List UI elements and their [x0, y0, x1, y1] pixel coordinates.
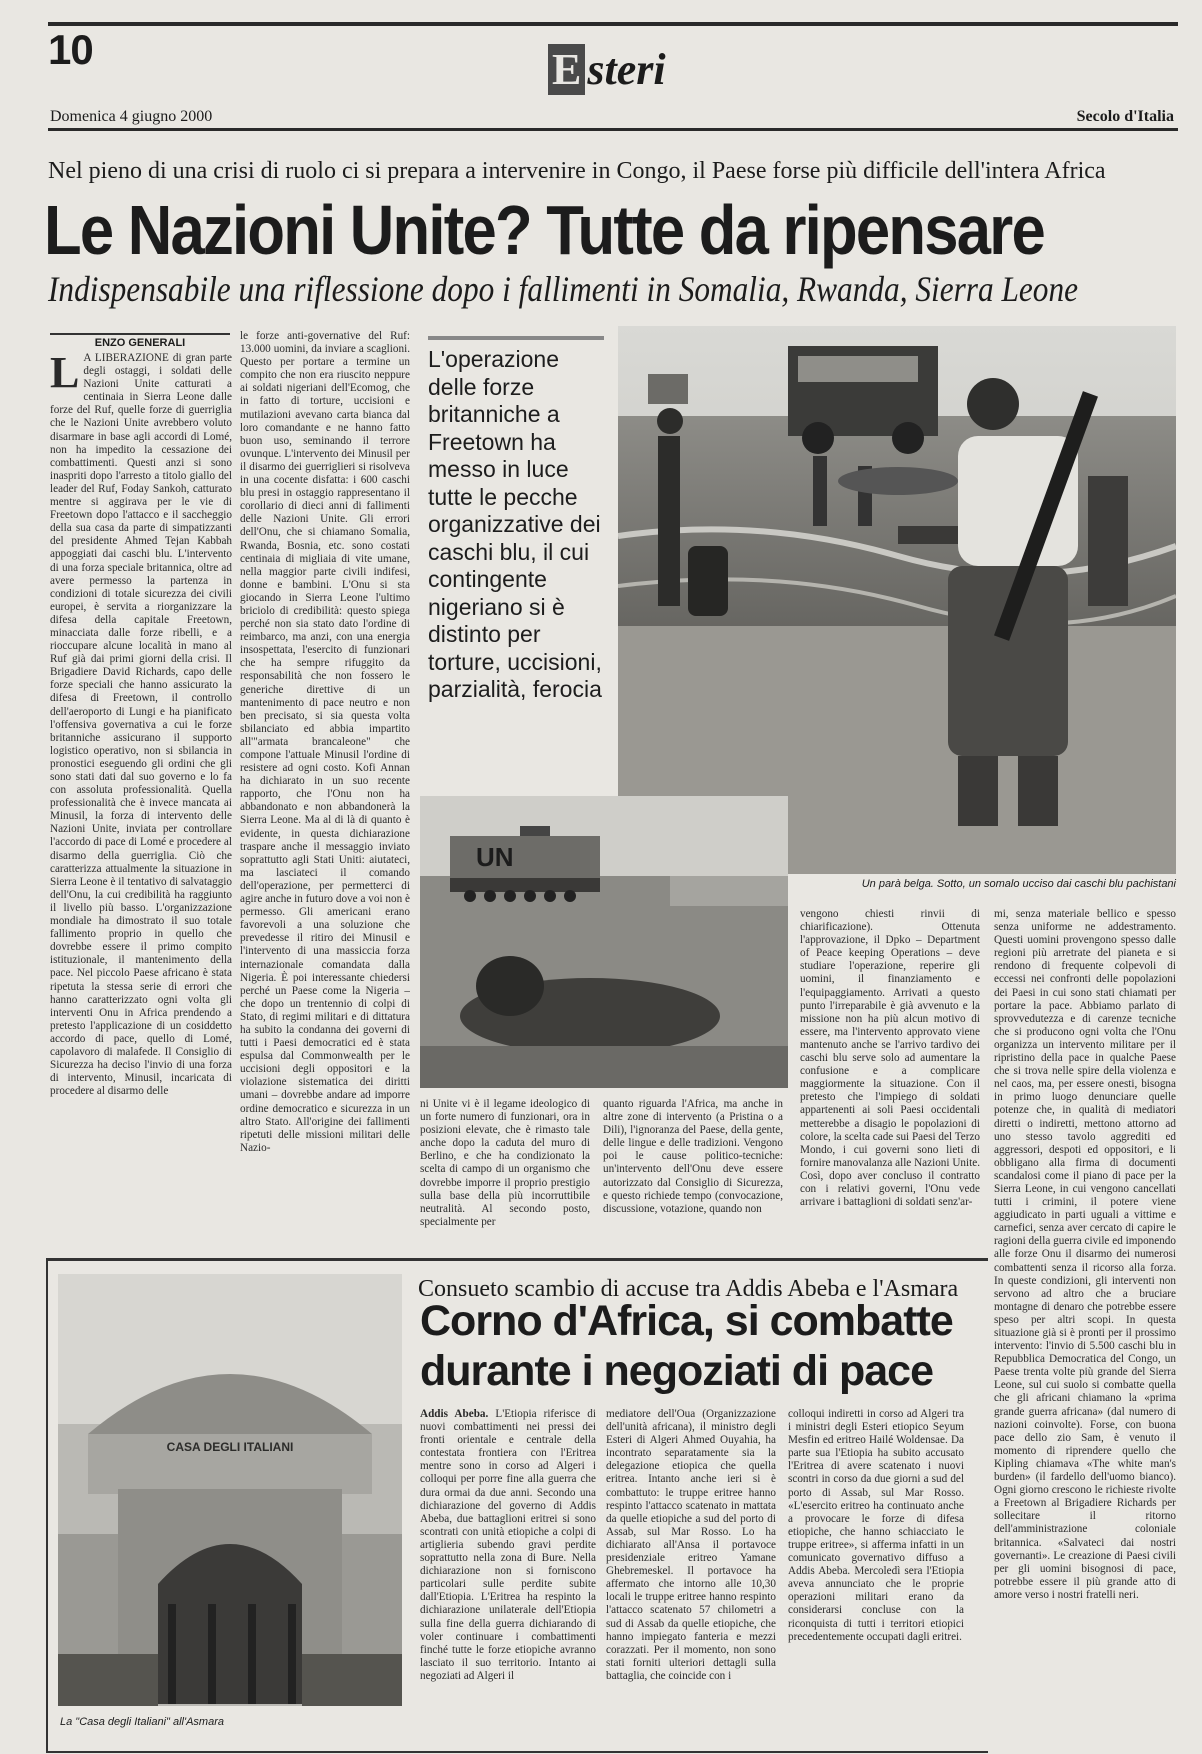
- second-column-3-text: colloqui indiretti in corso ad Algeri tra i ministri degli Esteri etiopico Seyum Mesfin ed eritreo Hailé Woldensae. Da parte sua l'Etiopia ha subito accusato l'Eritrea di avere scatenato i nuovi scontri in corso da due giorni a sud del porto di Assab, sul Mar Rosso. «L'esercito eritreo ha continuato anche a provocare le forze di difesa etiopiche, che hanno schiacciato le truppe eritree», si afferma infatti in un comunicato governativo diffuso a Addis Abeba. Mercoledì sera l'Etiopia aveva annunciato che le proprie operazioni militari erano da considerarsi concluse con la riconquista di tutti i territori etiopici precedentemente occupati dagli eritrei.: [788, 1408, 964, 1643]
- top-rule: [48, 22, 1178, 26]
- un-vehicle-image: [420, 796, 788, 1088]
- second-column-2-text: mediatore dell'Oua (Organizzazione dell'unità africana), il ministro degli Esteri di Algeri Ahmed Ouyahia, ha incontrato separatamente sia la delegazione etiopica che quella eritrea. Intanto anche ieri si è combattuto: le truppe eritree hanno respinto l'attacco scatenato in mattata da quelle etiopiche a sud del porto di Assab, sul Mar Rosso. Lo ha dichiarato all'Ansa il portavoce presidenziale eritreo Yamane Ghebremeskel. Il portavoce ha affermato che intorno alle 10,30 locali le truppe eritree hanno respinto l'attacco scatenato 57 chilometri a sud di Assab da quelle etiopiche, che hanno impiegato fanteria e mezzi corazzati. Per il momento, non sono stati forniti ulteriori dettagli sulla battaglia, che coincide con i: [606, 1408, 776, 1682]
- column-6-text: mi, senza materiale bellico e spesso senza uniforme ne addestramento. Questi uomini provengono spesso dalle regioni più arretrate del pianeta e si rendono di frequente colpevoli di eccessi nei confronti delle popolazioni dei Paesi in cui sono stati chiamati per portare la pace. Abbiamo parlato di sprovvedutezza e di carenze tecniche che si producono ogni volta che l'Onu organizza un intervento militare per il ripristino della pace in qualche Paese che si trova nelle spire della violenza e nel caos, ma, per essere onesti, bisogna in primo luogo denunciare quelle potenze che, in qualità di mediatori diretti o indiretti, mettono attorno ad uno stesso tavolo aggrediti ed aggressori, despoti ed oppositori, e li obbligano alla firma di documenti scandalosi come il piano di pace per la Sierra Leone, in cui vengono cancellati tutti i crimini, il potere viene aggiudicato in parti uguali a vittime e carnefici, senza aver cercato di capire le ragioni della guerra civile ed imponendo alle forze Onu il disarmo dei numerosi combattenti senza il ricorso alla forza. In queste condizioni, gli interventi non servono ad altro che a bruciare montagne di denaro che potrebbe essere speso per altri scopi. In questa situazione già si è pronti per il prossimo intervento: l'invio di 5.500 caschi blu in Repubblica Democratica del Congo, un Paese trenta volte più grande del Sierra Leone, sul cui suolo si combatte quella che gli africani chiamano la «prima grande guerra africana» (dal numero di nazioni coinvolte). Forse, con buona pace dello zio Sam, è venuto il momento di riprendere quello che Kipling chiamava «The white man's burden» (il fardello dell'uomo bianco). Ogni giorno crescono le richieste rivolte a Freetown al Brigadiere Richards per sollecitare il ritorno dell'amministrazione coloniale britannica. «Salvateci dai nostri governanti». Le creazione di Paesi civili per gli uomini bisognosi di pace, potrebbe essere il più grande atto di amore verso i nostri fratelli neri.: [994, 908, 1176, 1601]
- photo-caption-casa: La "Casa degli Italiani" all'Asmara: [60, 1716, 224, 1728]
- section-title: [548, 44, 666, 95]
- section-initial: E: [548, 44, 585, 95]
- column-3-text: ni Unite vi è il legame ideologico di un forte numero di funzionari, ora in posizioni elevate, che è rimasto tale anche dopo la caduta del muro di Berlino, e che ha condizionato la scelta di campo di un organismo che dovrebbe imporre il proprio prestigio sulla base della più incorruttibile neutralità. Al secondo posto, specialmente per: [420, 1098, 590, 1228]
- second-article-kicker: Consueto scambio di accuse tra Addis Abeba e l'Asmara: [418, 1276, 959, 1302]
- article-column-2: [240, 330, 410, 1246]
- casa-italiani-image: [58, 1274, 402, 1706]
- article-headline: Le Nazioni Unite? Tutte da ripensare: [44, 191, 1044, 269]
- second-article-column-3: [788, 1408, 964, 1742]
- article-subheadline: Indispensabile una riflessione dopo i fallimenti in Somalia, Rwanda, Sierra Leone: [48, 269, 1079, 309]
- drop-cap: L: [50, 352, 80, 397]
- byline: ENZO GENERALI: [50, 333, 230, 349]
- article-column-4: [603, 1098, 783, 1246]
- photo-un-vehicle: [420, 796, 788, 1088]
- article-column-5: [800, 908, 980, 1246]
- column-1-text: A LIBERAZIONE di gran parte degli ostaggi, i soldati delle Nazioni Unite catturati a centinaia in Sierra Leone dalle forze del Ruf, quelle forze di guerriglia che le Nazioni Unite avrebbero voluto disarmare in base agli accordi di Lomé, non ha impedito la cessazione dei combattimenti. Questi anzi si sono inaspriti dopo l'arresto a titolo giallo del leader del Ruf, Foday Sankoh, catturato mentre si aggirava per le vie di Freetown dopo l'attacco e il saccheggio della sua casa da parte di simpatizzanti del presidente Ahmed Tejan Kabbah appoggiati dai caschi blu. L'intervento di una forza speciale britannica, oltre ad avere permesso la partenza in condizioni di totale sicurezza dei civili europei, è servita a riorganizzare la difesa della capitale Freetown, minacciata dalle forze ribelli, e a rioccupare alcune località in mano al Ruf già dai primi giorni della crisi. Il Brigadiere David Richards, capo delle forze speciali che hanno assicurato la difesa di Freetown, il controllo dell'aeroporto di Lungi e ha pianificato l'offensiva governativa a cui le forze britanniche assicurano il supporto logistico operativo, non si sbilancia in pronostici eseguendo gli ordini che gli sono stati dati dal suo governo e lo fa con assoluta professionalità. Quella professionalità che è invece mancata ai Minusil, la forza di intervento delle Nazioni Unite, inviata per controllare l'accordo di pace di Lomé e procedere al disarmo della guerriglia. Ciò che caratterizza attualmente la situazione in Sierra Leone è il tentativo di salvataggio dell'Onu, la cui credibilità ha raggiunto il livello più basso. L'organizzazione mondiale ha dimostrato il suo totale fallimento proprio in quello che dovrebbe essere il primo compito istituzionale, il mantenimento della pace. Nel piccolo Paese africano è stata ripetuta la stessa serie di errori che hanno caratterizzato ogni volta gli interventi Onu in Africa prendendo a pretesto l'applicazione di un cosiddetto accordo di pace, quello di Lomé, capolavoro di malafede. Il Consiglio di Sicurezza ha deciso l'invio di una forza di intervento, Minusil, incaricata di procedere al disarmo delle: [50, 352, 232, 1098]
- article-column-3: [420, 1098, 590, 1246]
- vehicle-un-marking: UN: [476, 842, 514, 872]
- column-4-text: quanto riguarda l'Africa, ma anche in altre zone di intervento (a Pristina o a Dili), l'ignoranza del Paese, della gente, delle lingue e delle tradizioni. Vengono poi le cause politico-tecniche: un'intervento dell'Onu deve essere autorizzato dal Consiglio di Sicurezza, e questo richiede tempo (convocazione, discussione, votazione, quando non: [603, 1098, 783, 1215]
- photo-casa-italiani: [58, 1274, 402, 1706]
- pull-quote: L'operazione delle forze britanniche a Freetown ha messo in luce tutte le pecche organizzative dei caschi blu, il cui contingente nigeriano si è distinto per torture, uccisioni, parzialità, ferocia: [428, 336, 604, 704]
- paratrooper-image: [618, 326, 1176, 874]
- headline-line-2: durante i negoziati di pace: [420, 1347, 933, 1395]
- newspaper-name: Secolo d'Italia: [1076, 108, 1174, 125]
- second-article-column-1: [420, 1408, 596, 1742]
- second-column-1-text: L'Etiopia riferisce di nuovi combattimenti nei pressi dei fronti orientale e centrale della contestata frontiera con l'Eritrea mentre sono in corso ad Algeri i colloqui per porre fine alla guerra che dura ormai da due anni. Secondo una dichiarazione del governo di Addis Abeba, due battaglioni eritrei si sono scontrati con unità etiopiche a colpi di artiglieria subendo gravi perdite soprattutto nella zona di Bure. Nella dichiarazione non si forniscono particolari sulle perdite subite dall'Etiopia. L'Eritrea ha respinto la dichiarazione unilaterale dell'Etiopia sulla fine della guerra dichiarando di voler continuare i combattimenti finché tutte le forze etiopiche avranno lasciato il suo territorio. Intanto ai negoziati ad Algeri il: [420, 1408, 596, 1682]
- second-article-column-2: [606, 1408, 776, 1742]
- headline-line-1: Corno d'Africa, si combatte: [420, 1297, 953, 1345]
- photo-caption-paratrooper: Un parà belga. Sotto, un somalo ucciso dai caschi blu pachistani: [861, 878, 1176, 890]
- building-sign: CASA DEGLI ITALIANI: [166, 1440, 294, 1454]
- second-article-headline: [420, 1296, 953, 1396]
- article-column-1: [50, 352, 232, 1246]
- issue-date: Domenica 4 giugno 2000: [50, 108, 213, 125]
- page-number: 10: [48, 26, 93, 73]
- second-article-dateline: Addis Abeba.: [420, 1408, 489, 1420]
- column-5-text: vengono chiesti rinvii di chiarificazione). Ottenuta l'approvazione, il Dpko – Department of Peace keeping Operations – deve studiare l'operazione, reperire gli uomini, il finanziamento e l'equipaggiamento. Arrivati a questo punto l'irreparabile è già avvenuto e la missione non ha più alcun motivo di essere, ma l'intervento approvato viene mantenuto anche se l'arrivo tardivo dei caschi blu serve solo ad aumentare la confusione e a complicare maggiormente la situazione. Con il pretesto che l'impiego di soldati appartenenti ai soli Paesi occidentali metterebbe a disagio le popolazioni di colore, la scelta cade sui Paesi del Terzo Mondo, i cui governi sono lieti di fornire manovalanza alle Nazioni Unite. Così, dopo aver concluso il contratto con i relativi governi, l'Onu vede arrivare i battaglioni di soldati senz'ar-: [800, 908, 980, 1209]
- photo-paratrooper: [618, 326, 1176, 874]
- masthead-rule: [48, 128, 1178, 131]
- section-name: steri: [587, 45, 666, 94]
- column-2-text: le forze anti-governative del Ruf: 13.000 uomini, da inviare a scaglioni. Questo per portare a termine un compito che non era riuscito neppure ai soldati nigeriani dell'Ecomog, che in fatto di torture, uccisioni e mutilazioni avevano carta bianca dal loro comandante e ne hanno fatto buon uso, seminando il terrore ovunque. L'intervento dei Minusil per il disarmo dei guerriglieri si risolveva in una cocente disfatta: i 600 caschi blu presi in ostaggio rappresentano il corollario di dieci anni di fallimenti delle Nazioni Unite. Gli errori dell'Onu, che si chiamano Somalia, Rwanda, Bosnia, etc. sono costati centinaia di migliaia di vite umane, nella maggior parte civili indifesi, donne e bambini. L'Onu si sta giocando in Sierra Leone l'ultimo briciolo di credibilità: questo spiega perché non sia stato dato l'ordine di reimbarco, ma anzi, con una energia insospettata, l'esercito di funzionari che ha sempre rifuggito da responsabilità che non fossero le generiche direttive di un mantenimento di pace neutro e non ben precisato, si sia questa volta sbilanciato ed abbia impartito all'"armata brancaleone" che compone l'attuale Minusil l'ordine di resistere ad ogni costo. Kofi Annan ha dichiarato in un suo recente rapporto, che l'Onu non ha abbandonato e non abbandonerà la Sierra Leone. Ma al di là di quanto è evidente, in questa dichiarazione traspare anche il messaggio inviato soprattutto agli Stati Uniti: aiutateci, ma lasciateci il comando dell'operazione, per permetterci di agire anche in futuro dove a voi non è permesso. Gli americani erano favorevoli a una soluzione che prevedesse il ritiro dei Minusil e l'intervento di una massiccia forza internazionale comandata dalla Nigeria. È poi interessante chiedersi perché un Paese come la Nigeria – che dopo un trentennio di colpi di Stato, di regimi militari e di dittatura ha subito la condanna dei governi di tutti i Paesi democratici ed è stata espulsa dal Commonwealth per le uccisioni degli oppositori e la violazione sistematica dei diritti umani – dovrebbe andare ad imporre ordine democratico e sicurezza in un altro Stato. All'origine dei fallimenti ripetuti delle missioni militari delle Nazio-: [240, 330, 410, 1154]
- article-column-6: [994, 908, 1176, 1748]
- article-kicker: Nel pieno di una crisi di ruolo ci si prepara a intervenire in Congo, il Paese forse più difficile dell'intera Africa: [48, 158, 1106, 184]
